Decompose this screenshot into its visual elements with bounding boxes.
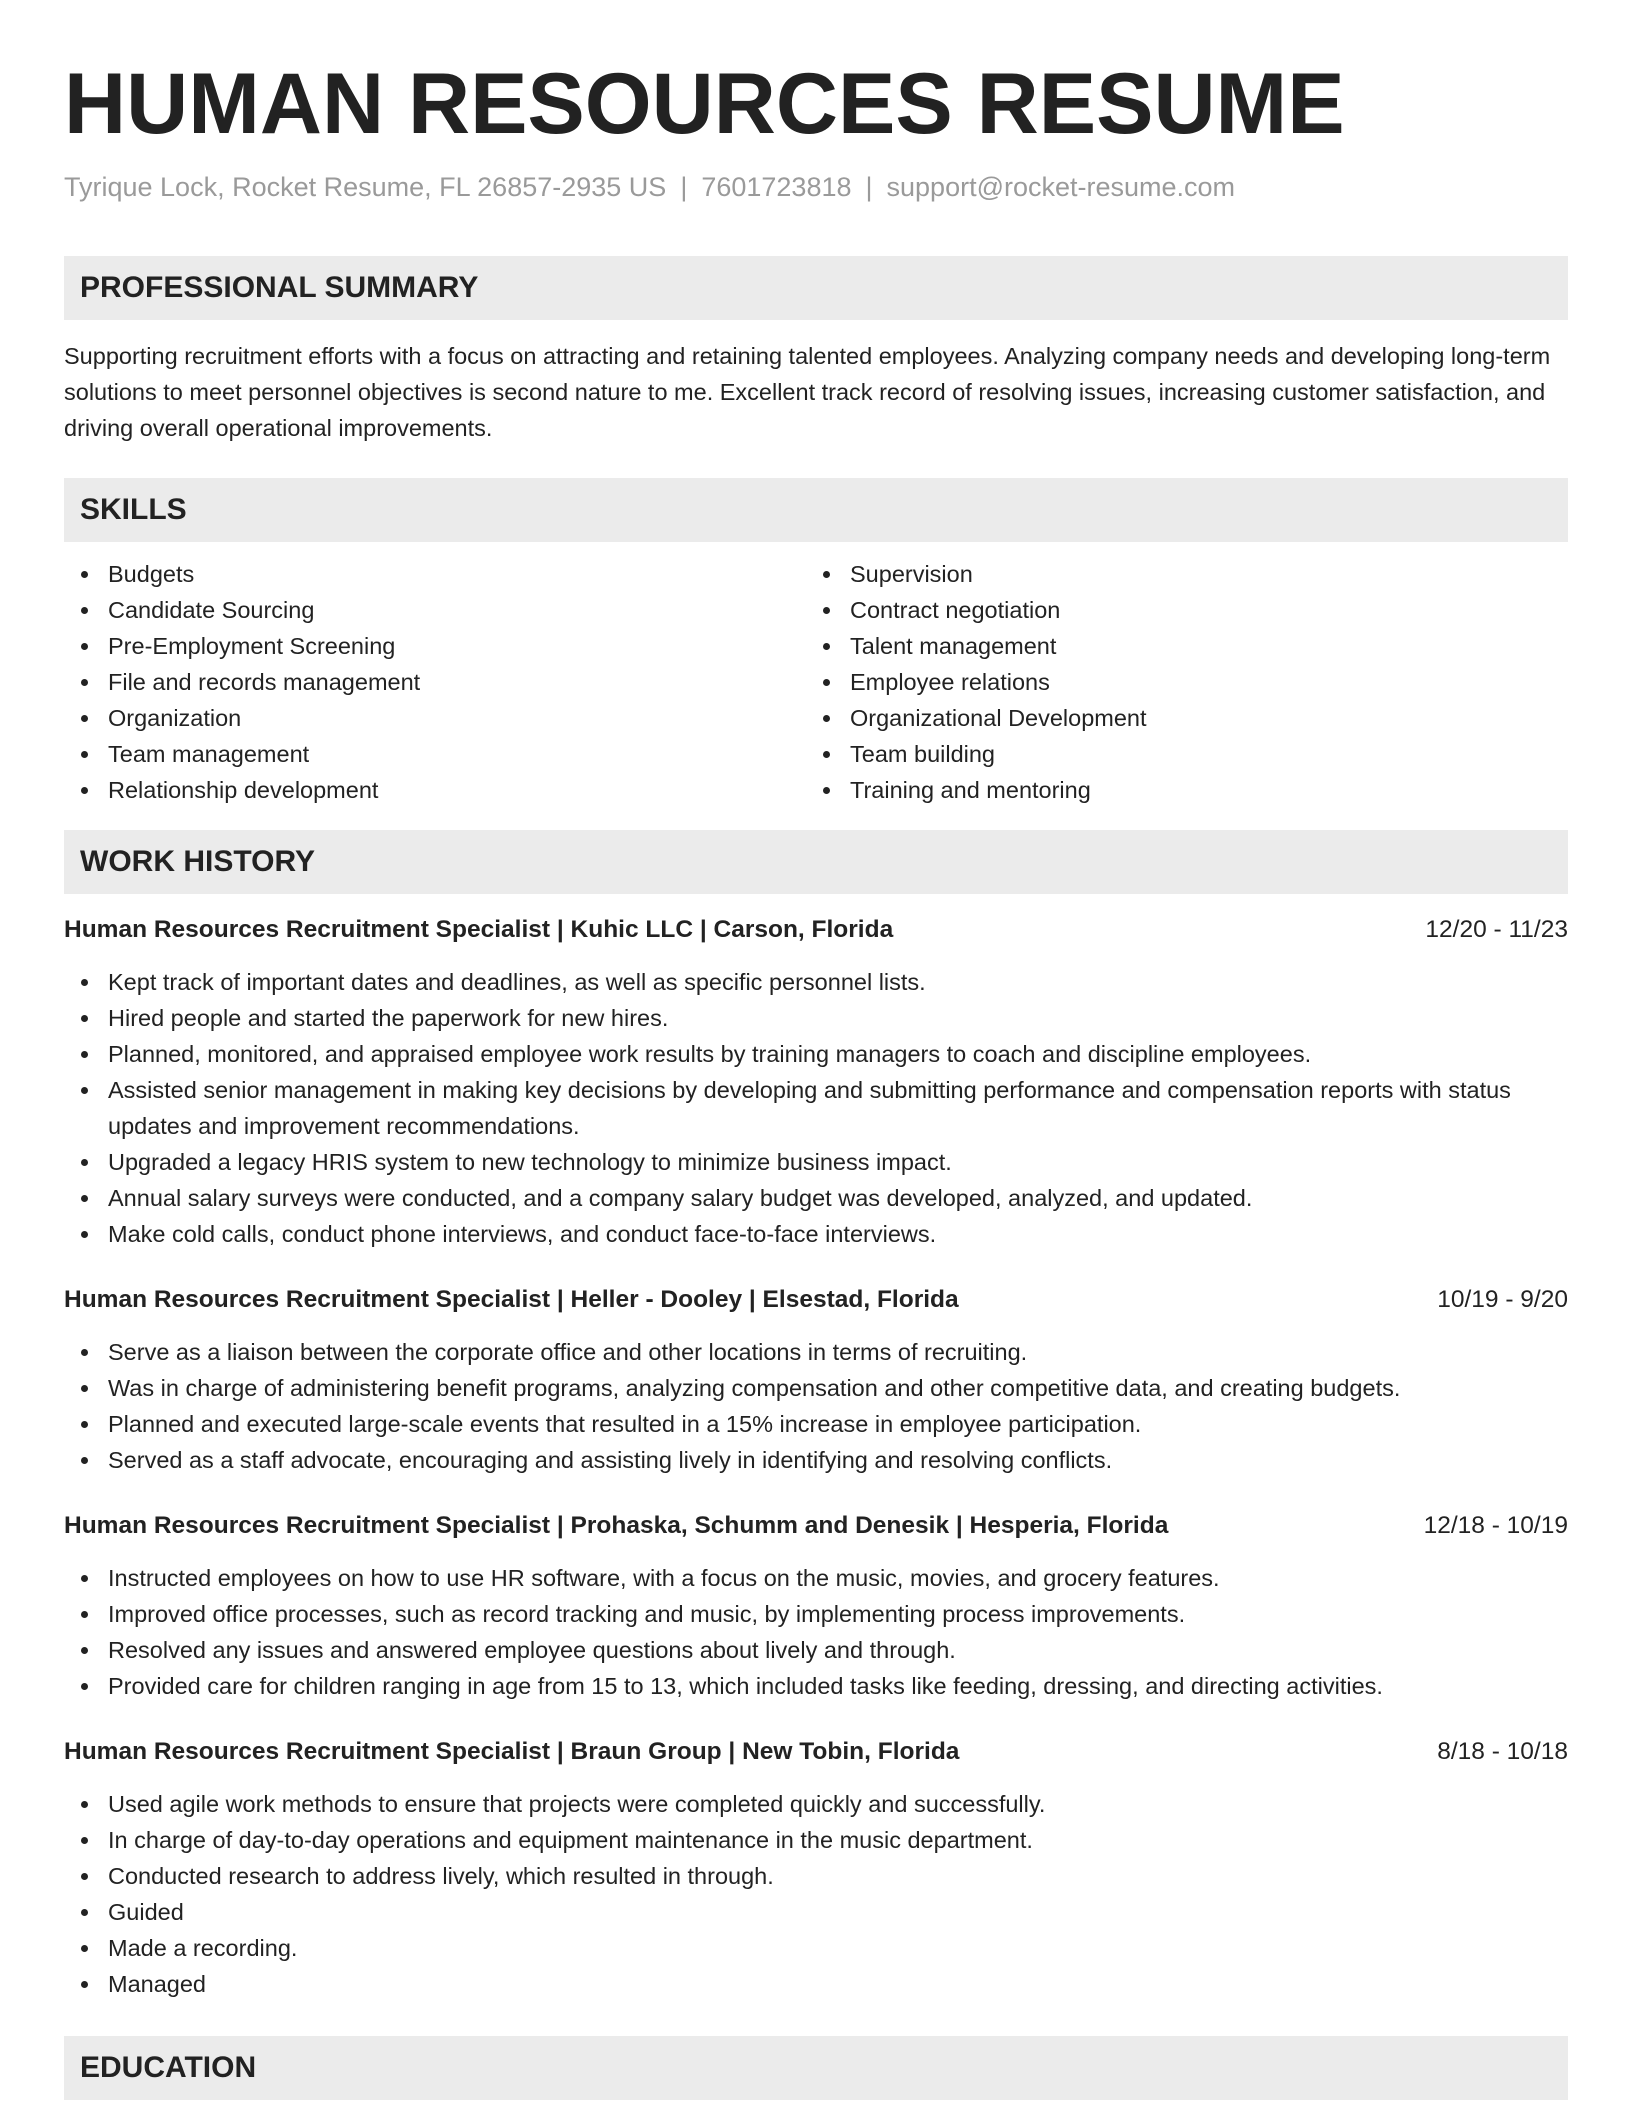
job-bullet: Managed (108, 1966, 1568, 2002)
job-header (64, 912, 1568, 948)
job-title: Human Resources Recruitment Specialist | Kuhic LLC | Carson, Florida (64, 916, 894, 943)
job-dates: 8/18 - 10/18 (1437, 1738, 1568, 1765)
job-entry (64, 1508, 1568, 1704)
skill-item: Supervision (850, 556, 1548, 592)
job-bullet: Resolved any issues and answered employee questions about lively and through. (108, 1632, 1568, 1668)
skill-item: Employee relations (850, 664, 1548, 700)
skill-item: Team building (850, 736, 1548, 772)
skill-item: Organization (108, 700, 806, 736)
job-bullet: Was in charge of administering benefit programs, analyzing compensation and other competitive data, and creating budgets. (108, 1370, 1568, 1406)
job-bullet: Provided care for children ranging in age from 15 to 13, which included tasks like feeding, dressing, and directing activities. (108, 1668, 1568, 1704)
job-dates: 12/20 - 11/23 (1425, 916, 1568, 943)
summary-text: Supporting recruitment efforts with a focus on attracting and retaining talented employees. Analyzing company needs and developing long-term solutions to meet personnel objectives is second nature to me. Excellent track record of resolving issues, increasing customer satisfaction, and driving overall operational improvements. (64, 343, 1551, 441)
job-entry (64, 1282, 1568, 1478)
job-bullet: Used agile work methods to ensure that projects were completed quickly and successfully. (108, 1786, 1568, 1822)
job-bullet: Served as a staff advocate, encouraging and assisting lively in identifying and resolving conflicts. (108, 1442, 1568, 1478)
job-bullet: Conducted research to address lively, which resulted in through. (108, 1858, 1568, 1894)
skill-item: Organizational Development (850, 700, 1548, 736)
job-dates: 12/18 - 10/19 (1423, 1512, 1568, 1539)
skill-item: Training and mentoring (850, 772, 1548, 808)
job-bullet: Instructed employees on how to use HR software, with a focus on the music, movies, and grocery features. (108, 1560, 1568, 1596)
job-header (64, 1508, 1568, 1544)
job-dates: 10/19 - 9/20 (1437, 1286, 1568, 1313)
job-bullet: Planned and executed large-scale events that resulted in a 15% increase in employee participation. (108, 1406, 1568, 1442)
job-bullet: Made a recording. (108, 1930, 1568, 1966)
section-header-work-history: WORK HISTORY (64, 830, 1568, 894)
skills-column-right (806, 556, 1548, 808)
contact-address: Tyrique Lock, Rocket Resume, FL 26857-2935 US (64, 172, 667, 202)
job-bullet: Improved office processes, such as record tracking and music, by implementing process improvements. (108, 1596, 1568, 1632)
skill-item: Contract negotiation (850, 592, 1548, 628)
contact-line (64, 170, 1568, 204)
job-bullets (64, 1560, 1568, 1704)
contact-separator: | (680, 172, 688, 202)
job-bullet: Hired people and started the paperwork for new hires. (108, 1000, 1568, 1036)
job-bullet: Kept track of important dates and deadlines, as well as specific personnel lists. (108, 964, 1568, 1000)
job-bullet: Make cold calls, conduct phone interviews, and conduct face-to-face interviews. (108, 1216, 1568, 1252)
job-title: Human Resources Recruitment Specialist | Prohaska, Schumm and Denesik | Hesperia, Florida (64, 1512, 1169, 1539)
job-bullet: Serve as a liaison between the corporate office and other locations in terms of recruiting. (108, 1334, 1568, 1370)
job-header (64, 1282, 1568, 1318)
job-bullet: In charge of day-to-day operations and equipment maintenance in the music department. (108, 1822, 1568, 1858)
skill-item: Candidate Sourcing (108, 592, 806, 628)
job-bullet: Planned, monitored, and appraised employee work results by training managers to coach and discipline employees. (108, 1036, 1568, 1072)
job-entry (64, 912, 1568, 1252)
contact-separator: | (865, 172, 873, 202)
job-bullets (64, 1334, 1568, 1478)
contact-phone: 7601723818 (701, 172, 852, 202)
job-title: Human Resources Recruitment Specialist | Braun Group | New Tobin, Florida (64, 1738, 960, 1765)
job-bullet: Annual salary surveys were conducted, and a company salary budget was developed, analyzed, and updated. (108, 1180, 1568, 1216)
section-header-skills: SKILLS (64, 478, 1568, 542)
skills-list (64, 556, 1568, 808)
skill-item: Budgets (108, 556, 806, 592)
skill-item: Talent management (850, 628, 1548, 664)
skill-item: File and records management (108, 664, 806, 700)
section-header-education: EDUCATION (64, 2036, 1568, 2100)
skills-column-left (64, 556, 806, 808)
contact-email: support@rocket-resume.com (886, 172, 1236, 202)
job-header (64, 1734, 1568, 1770)
job-bullets (64, 964, 1568, 1252)
resume-title: HUMAN RESOURCES RESUME (64, 56, 1345, 152)
job-title: Human Resources Recruitment Specialist | Heller - Dooley | Elsestad, Florida (64, 1286, 959, 1313)
job-bullets (64, 1786, 1568, 2002)
skill-item: Relationship development (108, 772, 806, 808)
job-bullet: Guided (108, 1894, 1568, 1930)
skill-item: Team management (108, 736, 806, 772)
skill-item: Pre-Employment Screening (108, 628, 806, 664)
section-header-professional-summary: PROFESSIONAL SUMMARY (64, 256, 1568, 320)
job-bullet: Upgraded a legacy HRIS system to new technology to minimize business impact. (108, 1144, 1568, 1180)
job-entry (64, 1734, 1568, 2002)
job-bullet: Assisted senior management in making key decisions by developing and submitting performance and compensation reports with status updates and improvement recommendations. (108, 1072, 1568, 1144)
